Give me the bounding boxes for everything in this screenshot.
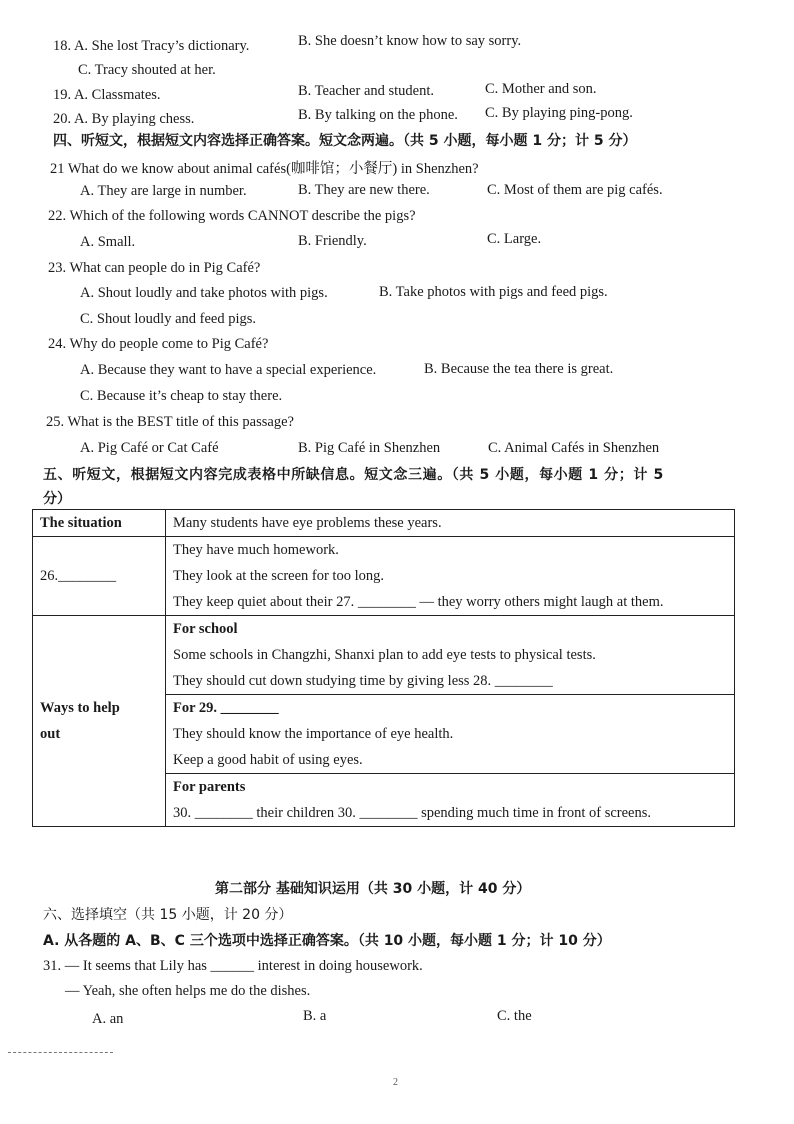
q25-option-c: C. Animal Cafés in Shenzhen	[488, 440, 660, 456]
q31-option-c: C. the	[497, 1008, 532, 1024]
q25-stem: 25. What is the BEST title of this passage?	[46, 414, 294, 430]
q21-option-b: B. They are new there.	[298, 182, 430, 198]
q24-option-a: A. Because they want to have a special experience.	[80, 362, 377, 378]
section-6a-instructions: A. 从各题的 A、B、C 三个选项中选择正确答案。（共 10 小题，每小题 1 分；计 10 分）	[43, 933, 611, 949]
q24-option-b: B. Because the tea there is great.	[424, 361, 614, 377]
q31-option-b: B. a	[303, 1008, 327, 1024]
q31-reply: — Yeah, she often helps me do the dishes.	[65, 983, 311, 999]
q20-option-a: 20. A. By playing chess.	[53, 111, 195, 127]
q31-option-a: A. an	[92, 1011, 124, 1027]
q26-blank: 26.________	[40, 568, 117, 584]
q21-stem: 21 What do we know about animal cafés(咖啡馆；小餐厅) in Shenzhen?	[50, 161, 479, 177]
q20-option-b: B. By talking on the phone.	[298, 107, 458, 123]
school-cell	[166, 616, 735, 695]
q23-stem: 23. What can people do in Pig Café?	[48, 260, 261, 276]
situation-text: Many students have eye problems these years.	[166, 510, 735, 537]
school-line-1: Some schools in Changzhi, Shanxi plan to add eye tests to physical tests.	[173, 647, 596, 663]
parents-line-q30: 30. ________ their children 30. ________ spending much time in front of screens.	[173, 805, 652, 821]
section-5-instructions: 五、听短文，根据短文内容完成表格中所缺信息。短文念三遍。（共 5 小题，每小题 1 分；计 5	[43, 467, 664, 483]
school-heading: For school	[173, 621, 238, 637]
section-4-instructions: 四、听短文，根据短文内容选择正确答案。短文念两遍。（共 5 小题，每小题 1 分；计 5 分）	[53, 133, 637, 149]
q21-option-a: A. They are large in number.	[80, 183, 247, 199]
page-number: 2	[393, 1077, 398, 1088]
section-5-instructions-cont: 分）	[43, 491, 71, 507]
q19-option-b: B. Teacher and student.	[298, 83, 435, 99]
reason-2: They look at the screen for too long.	[173, 568, 384, 584]
q25-option-a: A. Pig Café or Cat Café	[80, 440, 219, 456]
q18-option-c: C. Tracy shouted at her.	[78, 62, 216, 78]
q22-option-c: C. Large.	[487, 231, 542, 247]
part-2-title: 第二部分 基础知识运用（共 30 小题，计 40 分）	[215, 881, 531, 897]
reasons-cell	[166, 537, 735, 616]
ways-label-cell	[33, 616, 166, 827]
q22-option-a: A. Small.	[80, 234, 136, 250]
reason-1: They have much homework.	[173, 542, 339, 558]
q22-stem: 22. Which of the following words CANNOT describe the pigs?	[48, 208, 416, 224]
ways-label: Ways to help out	[40, 700, 120, 742]
q19-option-c: C. Mother and son.	[485, 81, 597, 97]
q18-option-a: 18. A. She lost Tracy’s dictionary.	[53, 38, 250, 54]
q31-stem: 31. — It seems that Lily has ______ interest in doing housework.	[43, 958, 423, 974]
situation-label: The situation	[33, 510, 166, 537]
q29-line-2: Keep a good habit of using eyes.	[173, 752, 363, 768]
q25-option-b: B. Pig Café in Shenzhen	[298, 440, 441, 456]
q29-cell	[166, 695, 735, 774]
section-6-title: 六、选择填空（共 15 小题，计 20 分）	[43, 907, 293, 923]
parents-cell	[166, 774, 735, 827]
q29-heading: For 29. ________	[173, 700, 279, 716]
q19-option-a: 19. A. Classmates.	[53, 87, 161, 103]
information-table	[32, 509, 735, 827]
q22-option-b: B. Friendly.	[298, 233, 367, 249]
parents-heading: For parents	[173, 779, 246, 795]
q23-option-a: A. Shout loudly and take photos with pigs.	[80, 285, 328, 301]
school-line-2-q28: They should cut down studying time by giving less 28. ________	[173, 673, 553, 689]
q18-option-b: B. She doesn’t know how to say sorry.	[298, 33, 522, 49]
q23-option-b: B. Take photos with pigs and feed pigs.	[379, 284, 608, 300]
q29-line-1: They should know the importance of eye health.	[173, 726, 454, 742]
q21-option-c: C. Most of them are pig cafés.	[487, 182, 663, 198]
q24-option-c: C. Because it’s cheap to stay there.	[80, 388, 283, 404]
q23-option-c: C. Shout loudly and feed pigs.	[80, 311, 257, 327]
q26-blank-cell	[33, 537, 166, 616]
reason-3-q27: They keep quiet about their 27. ________ — they worry others might laugh at them.	[173, 594, 664, 610]
scan-artifact-dash	[8, 1052, 113, 1053]
q24-stem: 24. Why do people come to Pig Café?	[48, 336, 269, 352]
q20-option-c: C. By playing ping-pong.	[485, 105, 633, 121]
